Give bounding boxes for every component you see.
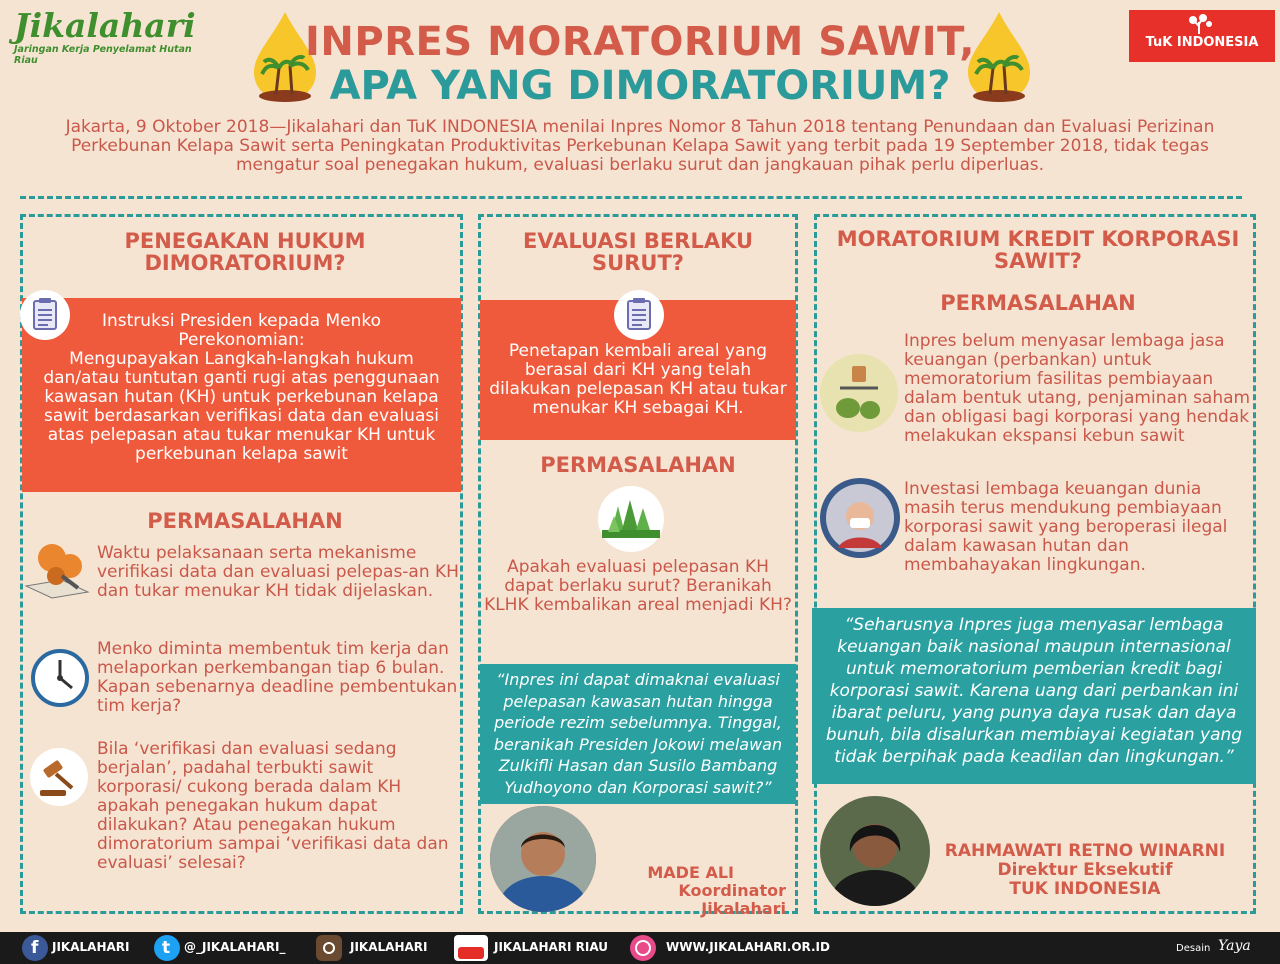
jikalahari-logo-tagline: Jaringan Kerja Penyelamat Hutan Riau (14, 44, 192, 66)
avatar (820, 796, 930, 906)
jikalahari-logo-name: Jikalahari (14, 6, 196, 45)
youtube-icon[interactable] (454, 935, 488, 961)
instagram-link[interactable]: JIKALAHARI (350, 940, 428, 954)
tuk-indonesia-logo (1129, 10, 1275, 62)
palm-oil-drop-icon (960, 10, 1038, 102)
facebook-link[interactable]: JIKALAHARI (52, 940, 130, 954)
designer-signature: Yaya (1218, 938, 1251, 954)
title-line2: APA YANG DIMORATORIUM? (329, 63, 951, 109)
quote-made-ali (480, 664, 796, 804)
person-rahmawati (930, 842, 1240, 899)
document-icon (614, 290, 664, 340)
reestablishment-text: Penetapan kembali areal yang berasal dari KH yang telah dilakukan pelepasan KH atau tukar menukar KH sebagai KH. (489, 341, 787, 418)
magnifier-document-icon (22, 536, 92, 600)
avatar (490, 806, 596, 912)
facebook-icon[interactable]: f (22, 935, 48, 961)
law-problem-1: Waktu pelaksanaan serta mekanisme verifikasi data dan evaluasi pelepas-an KH dan tukar menukar KH tidak dijelaskan. (97, 543, 459, 601)
divider (20, 196, 1242, 199)
person-made-ali (600, 864, 786, 918)
person-name: MADE ALI (647, 863, 734, 882)
instagram-icon[interactable] (316, 935, 342, 961)
tree-logo-icon (1179, 14, 1219, 34)
twitter-link[interactable]: @_JIKALAHARI_ (184, 940, 286, 954)
law-problem-3: Bila ‘verifikasi dan evaluasi sedang berjalan’, padahal terbukti sawit korporasi/ cukong berada dalam KH apakah penegakan hukum dapat dilakukan? Atau penegakan hukum dimoratorium sampai ‘verifikasi data dan evaluasi’ selesai? (97, 739, 449, 873)
intro-paragraph: Jakarta, 9 Oktober 2018—Jikalahari dan TuK INDONESIA menilai Inpres Nomor 8 Tahun 2018 tentang Penundaan dan Evaluasi Perizinan Perkebunan Kelapa Sawit serta Peningkatan Produktivitas Perkebunan Kelapa Sawit yang terbit pada 19 September 2018, tidak tegas mengatur soal penegakan hukum, evaluasi berlaku surut dan jangkauan pihak perlu diperluas. (65, 117, 1215, 175)
globe-icon[interactable] (630, 935, 656, 961)
money-icon (820, 354, 898, 432)
person-org: TUK INDONESIA (1009, 879, 1161, 899)
law-problem-2: Menko diminta membentuk tim kerja dan melaporkan perkembangan tiap 6 bulan. Kapan sebenarnya deadline pembentukan tim kerja? (97, 639, 458, 716)
section-heading-evaluation: EVALUASI BERLAKU SURUT? (522, 229, 754, 275)
evaluation-problem: Apakah evaluasi pelepasan KH dapat berlaku surut? Beranikah KLHK kembalikan areal menjadi KH? (484, 557, 792, 615)
jikalahari-logo (14, 6, 196, 66)
instruction-box (22, 298, 461, 492)
problem-heading-credit: PERMASALAHAN (940, 291, 1136, 315)
clock-icon (30, 648, 90, 708)
quote-made-ali-text: “Inpres ini dapat dimaknai evaluasi pelepasan kawasan hutan hingga periode rezim sebelumnya. Tinggal, beranikah Presiden Jokowi melawan Zulkifli Hasan dan Susilo Bambang Yudhoyono dan Korporasi sawit?” (493, 670, 783, 797)
person-role: Koordinator Jikalahari (678, 881, 786, 918)
website-link[interactable]: WWW.JIKALAHARI.OR.ID (666, 940, 830, 954)
pollution-icon (820, 478, 900, 558)
credit-problem-1: Inpres belum menyasar lembaga jasa keuangan (perbankan) untuk memoratorium fasilitas pembiayaan dalam bentuk utang, penjaminan saham dan obligasi bagi korporasi yang hendak melakukan ekspansi kebun sawit (904, 331, 1251, 446)
youtube-link[interactable]: JIKALAHARI RIAU (494, 940, 609, 954)
gavel-icon (30, 748, 88, 806)
document-icon (20, 290, 70, 340)
instruction-title: Instruksi Presiden kepada Menko Perekonomian: (102, 311, 381, 350)
section-heading-credit: MORATORIUM KREDIT KORPORASI SAWIT? (836, 227, 1240, 273)
credit-problem-2: Investasi lembaga keuangan dunia masih terus mendukung pembiayaan korporasi sawit yang beroperasi ilegal dalam kawasan hutan dan membahayakan lingkungan. (904, 479, 1228, 575)
quote-rahmawati (812, 608, 1256, 784)
section-heading-law: PENEGAKAN HUKUM DIMORATORIUM? (124, 229, 366, 275)
design-label: Desain (1176, 943, 1211, 954)
forest-icon (598, 486, 664, 552)
problem-heading-evaluation: PERMASALAHAN (540, 453, 736, 477)
tuk-indonesia-logo-text: TuK INDONESIA (1145, 35, 1259, 50)
person-name: RAHMAWATI RETNO WINARNI (944, 841, 1226, 861)
person-role: Direktur Eksekutif (997, 860, 1173, 880)
problem-heading-law: PERMASALAHAN (147, 509, 343, 533)
title-line1: INPRES MORATORIUM SAWIT, (305, 19, 975, 65)
quote-rahmawati-text: “Seharusnya Inpres juga menyasar lembaga keuangan baik nasional maupun internasional untuk memoratorium pemberian kredit bagi korporasi sawit. Karena uang dari perbankan ini ibarat peluru, yang punya daya rusak dan daya bunuh, bila disalurkan membiayai kegiatan yang tidak berpihak pada keadilan dan lingkungan.” (825, 615, 1243, 767)
twitter-icon[interactable]: t (154, 935, 180, 961)
footer-bar (0, 932, 1280, 964)
instruction-text: Mengupayakan Langkah-langkah hukum dan/atau tuntutan ganti rugi atas penggunaan kawasan hutan (KH) untuk perkebunan kelapa sawit berdasarkan verifikasi data dan evaluasi atas pelepasan atau tukar menukar KH untuk perkebunan kelapa sawit (43, 349, 440, 464)
